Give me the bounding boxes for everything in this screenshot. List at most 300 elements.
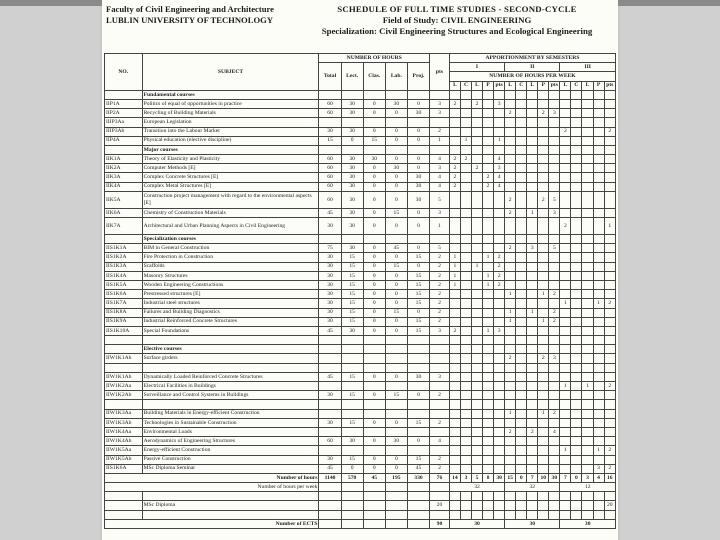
cell-s3	[593, 155, 604, 164]
col-header-hours-per-week: NUMBER OF HOURS PER WEEK	[449, 72, 615, 81]
cell-s3	[571, 446, 582, 455]
cell-s3	[560, 418, 571, 427]
cell-s2	[505, 391, 516, 400]
right-margin	[620, 6, 720, 540]
cell-s2	[505, 136, 516, 145]
cell-s2	[527, 118, 538, 127]
cell	[527, 345, 538, 354]
table-row	[105, 262, 616, 271]
cell-clas	[363, 382, 385, 391]
cell-s1: 2	[449, 164, 460, 173]
cell	[430, 336, 450, 345]
cell	[582, 400, 593, 409]
cell	[483, 145, 494, 154]
cell-s2	[527, 409, 538, 418]
cell	[341, 235, 363, 244]
cell-s1: 3	[494, 99, 505, 108]
total-clas: 45	[363, 473, 385, 482]
cell-s3	[604, 271, 615, 280]
cell-clas: 0	[363, 290, 385, 299]
cell-proj: 15	[407, 299, 429, 308]
table-row	[105, 382, 616, 391]
cell-s1: 2	[483, 182, 494, 191]
cell-total: 60	[319, 191, 341, 208]
row-subject: Surface girders	[142, 354, 319, 363]
cell	[604, 345, 615, 354]
hours-per-week-label: Number of hours per week	[105, 483, 319, 492]
row-code	[105, 400, 143, 409]
row-code: IIIP3Ab	[105, 127, 143, 136]
table-row	[105, 510, 616, 519]
table-row	[105, 145, 616, 154]
cell-s3	[604, 280, 615, 289]
cell	[363, 400, 385, 409]
row-subject: Aerodynamics of Engineering Structures	[142, 437, 319, 446]
cell-s1	[460, 299, 471, 308]
cell-pts: 4	[430, 155, 450, 164]
cell-s3	[582, 299, 593, 308]
table-row	[105, 427, 616, 436]
cell-s1	[449, 136, 460, 145]
cell-s1	[460, 308, 471, 317]
faculty-name: Faculty of Civil Engineering and Architecture	[106, 4, 274, 14]
cell-s2	[505, 127, 516, 136]
cell	[460, 90, 471, 99]
cell	[560, 400, 571, 409]
cell-lect: 0	[341, 136, 363, 145]
cell	[430, 345, 450, 354]
table-row	[105, 363, 616, 372]
cell-proj: 30	[407, 191, 429, 208]
cell-s2	[538, 437, 549, 446]
cell-lect: 15	[341, 391, 363, 400]
row-code: IIK7A	[105, 218, 143, 235]
cell-lect: 15	[341, 262, 363, 271]
row-subject: Industrial Reinforced Concrete Structures	[142, 317, 319, 326]
cell-s2	[538, 253, 549, 262]
cell-s1	[483, 299, 494, 308]
cell-s3	[571, 164, 582, 173]
row-subject: Surveillance and Control Systems in Buildings	[142, 391, 319, 400]
cell	[516, 235, 527, 244]
cell	[472, 363, 483, 372]
cell-s1	[449, 244, 460, 253]
cell	[449, 510, 460, 519]
cell-lab: 0	[385, 280, 407, 289]
cell-s2	[527, 437, 538, 446]
cell	[407, 400, 429, 409]
cell-s3	[571, 118, 582, 127]
cell-lect: 15	[341, 308, 363, 317]
cell-s1	[472, 118, 483, 127]
cell-s2: 2	[538, 191, 549, 208]
col-header-lect: Lect.	[341, 63, 363, 91]
cell-s1	[494, 218, 505, 235]
cell-pts: 1	[430, 136, 450, 145]
cell-lect	[341, 354, 363, 363]
cell	[460, 345, 471, 354]
cell-s1	[483, 409, 494, 418]
cell-s1	[472, 290, 483, 299]
cell-s3	[582, 317, 593, 326]
cell-s1: 1	[472, 262, 483, 271]
cell-s3	[604, 317, 615, 326]
cell-s2	[527, 326, 538, 335]
cell-s2	[527, 253, 538, 262]
row-code: IIK4A	[105, 182, 143, 191]
cell-total: 30	[319, 218, 341, 235]
cell	[363, 363, 385, 372]
cell	[604, 235, 615, 244]
row-code: IIS1K4A	[105, 271, 143, 280]
cell-pts: 3	[430, 164, 450, 173]
cell	[341, 400, 363, 409]
cell-s1	[483, 372, 494, 381]
cell	[472, 145, 483, 154]
cell-s2	[516, 418, 527, 427]
cell-s3	[604, 372, 615, 381]
cell-s2: 1	[505, 409, 516, 418]
cell-clas: 0	[363, 317, 385, 326]
col-header-semester-3: III	[560, 63, 616, 72]
cell-s2	[549, 280, 560, 289]
cell	[593, 492, 604, 501]
cell	[571, 492, 582, 501]
cell-s1: 3	[494, 326, 505, 335]
cell-proj: 30	[407, 109, 429, 118]
cell-s3	[604, 308, 615, 317]
cell-s1	[449, 218, 460, 235]
cell-s1	[483, 455, 494, 464]
cell-s3	[560, 244, 571, 253]
cell-s1: 1	[460, 136, 471, 145]
cell-s1: 1	[494, 136, 505, 145]
row-code	[105, 363, 143, 372]
cell-proj: 0	[407, 262, 429, 271]
cell-s1	[460, 418, 471, 427]
cell-s3	[571, 418, 582, 427]
cell-lect: 15	[341, 317, 363, 326]
subcol-header: L	[505, 81, 516, 90]
cell-s2	[549, 299, 560, 308]
cell-pts	[430, 354, 450, 363]
cell-total: 30	[319, 391, 341, 400]
cell-proj: 0	[407, 127, 429, 136]
cell-lab	[385, 118, 407, 127]
cell-s3	[582, 182, 593, 191]
cell-s1: 1	[449, 271, 460, 280]
cell-s2	[516, 382, 527, 391]
cell-s1	[449, 418, 460, 427]
cell-s2	[516, 99, 527, 108]
cell	[593, 400, 604, 409]
cell-s1	[483, 208, 494, 217]
cell-s1: 2	[472, 164, 483, 173]
cell-s2	[505, 173, 516, 182]
cell-s1	[494, 427, 505, 436]
cell-s1	[472, 437, 483, 446]
cell	[472, 336, 483, 345]
cell-lect: 15	[341, 299, 363, 308]
cell	[142, 492, 319, 501]
row-code: IIP1A	[105, 99, 143, 108]
cell-s2: 3	[549, 109, 560, 118]
cell-s2	[505, 155, 516, 164]
cell	[430, 492, 450, 501]
cell-pts	[430, 382, 450, 391]
table-row	[105, 136, 616, 145]
cell-s2	[538, 427, 549, 436]
cell	[560, 90, 571, 99]
cell-s1	[472, 418, 483, 427]
cell-lect: 15	[341, 253, 363, 262]
cell	[538, 510, 549, 519]
cell-s1	[460, 326, 471, 335]
cell-s3	[571, 391, 582, 400]
cell-s2: 1	[538, 317, 549, 326]
cell-s3	[593, 354, 604, 363]
table-row	[105, 118, 616, 127]
row-code: IIS1K6A	[105, 290, 143, 299]
row-code: IIP2A	[105, 109, 143, 118]
cell-s3	[604, 191, 615, 208]
cell-s2	[549, 218, 560, 235]
cell-s3	[571, 271, 582, 280]
cell-s2	[538, 182, 549, 191]
cell-lect: 15	[341, 372, 363, 381]
cell-s3	[582, 218, 593, 235]
cell-s2	[549, 182, 560, 191]
cell	[407, 345, 429, 354]
cell-s1: 2	[494, 262, 505, 271]
cell	[407, 235, 429, 244]
cell-total: 30	[319, 253, 341, 262]
cell-s2	[538, 372, 549, 381]
row-subject: Recycling of Building Materials	[142, 109, 319, 118]
cell-proj: 0	[407, 391, 429, 400]
cell-lect: 30	[341, 127, 363, 136]
cell-s1	[483, 354, 494, 363]
cell-s1	[483, 244, 494, 253]
cell-s3	[560, 317, 571, 326]
table-row	[105, 455, 616, 464]
cell-clas: 0	[363, 280, 385, 289]
cell-pts: 1	[430, 218, 450, 235]
cell	[560, 336, 571, 345]
total-s2: 0	[516, 473, 527, 482]
row-code: IIW1K4Aa	[105, 427, 143, 436]
row-code: IIW1K4Ab	[105, 437, 143, 446]
cell	[341, 363, 363, 372]
cell	[319, 492, 341, 501]
cell-s1	[494, 382, 505, 391]
cell-s3	[593, 253, 604, 262]
cell-s1	[494, 464, 505, 473]
cell-s1	[494, 118, 505, 127]
cell-s2	[516, 173, 527, 182]
cell-total: 75	[319, 244, 341, 253]
cell	[407, 483, 429, 492]
cell-s1	[449, 427, 460, 436]
cell	[582, 345, 593, 354]
subcol-header: C	[516, 81, 527, 90]
schedule-header	[298, 4, 616, 37]
cell-total: 60	[319, 164, 341, 173]
cell-s1	[483, 262, 494, 271]
cell-s3: 1	[582, 382, 593, 391]
cell	[341, 510, 363, 519]
row-code: IIIP3Aa	[105, 118, 143, 127]
cell-s2	[527, 455, 538, 464]
cell-s2	[538, 308, 549, 317]
cell	[494, 363, 505, 372]
cell	[363, 345, 385, 354]
cell-s3: 1	[560, 299, 571, 308]
cell-s3	[593, 164, 604, 173]
cell-s2	[516, 253, 527, 262]
cell-s3	[582, 271, 593, 280]
cell	[494, 145, 505, 154]
cell-pts: 3	[430, 208, 450, 217]
cell-s3	[571, 427, 582, 436]
table-row	[105, 173, 616, 182]
cell	[341, 492, 363, 501]
cell-s2	[538, 455, 549, 464]
cell-s1	[460, 317, 471, 326]
cell-s2	[505, 218, 516, 235]
cell	[593, 235, 604, 244]
cell-s1	[460, 191, 471, 208]
subcol-header: L	[449, 81, 460, 90]
cell	[407, 501, 429, 510]
cell	[460, 501, 471, 510]
cell	[430, 90, 450, 99]
cell-lab	[385, 382, 407, 391]
cell-total: 60	[319, 182, 341, 191]
cell	[319, 336, 341, 345]
cell-proj: 0	[407, 437, 429, 446]
diploma-label: MSc Diploma	[142, 501, 319, 510]
cell-s3: 1	[560, 382, 571, 391]
cell-s1: 2	[472, 99, 483, 108]
cell	[483, 336, 494, 345]
section-heading: Elective courses	[142, 345, 319, 354]
cell	[460, 492, 471, 501]
cell-s2: 2	[549, 308, 560, 317]
cell	[483, 510, 494, 519]
cell-s2	[549, 418, 560, 427]
row-code	[105, 145, 143, 154]
total-s2: 10	[538, 473, 549, 482]
cell-s1: 1	[483, 326, 494, 335]
cell-s2	[505, 164, 516, 173]
cell-s1	[460, 262, 471, 271]
cell-lab: 0	[385, 253, 407, 262]
cell-s2: 2	[505, 427, 516, 436]
row-code	[105, 90, 143, 99]
col-header-lab: Lab.	[385, 63, 407, 91]
row-subject: Environmental Loads	[142, 427, 319, 436]
cell	[527, 363, 538, 372]
cell-s3	[604, 418, 615, 427]
cell-lect: 30	[341, 109, 363, 118]
cell-clas: 0	[363, 271, 385, 280]
cell-total: 30	[319, 127, 341, 136]
cell-s3	[571, 290, 582, 299]
cell-s1	[449, 382, 460, 391]
row-code	[105, 336, 143, 345]
total-lab: 195	[385, 473, 407, 482]
cell-s2	[527, 182, 538, 191]
cell-s1	[494, 446, 505, 455]
cell-s1	[449, 208, 460, 217]
cell-s1	[449, 308, 460, 317]
cell-pts	[430, 118, 450, 127]
table-row	[105, 182, 616, 191]
cell-s3	[560, 155, 571, 164]
cell	[527, 90, 538, 99]
cell-clas	[363, 446, 385, 455]
cell-s2	[538, 391, 549, 400]
diploma-pts: 20	[430, 501, 450, 510]
cell	[319, 345, 341, 354]
cell-lect: 15	[341, 418, 363, 427]
row-code: IIW1K3Ab	[105, 418, 143, 427]
row-subject: Wooden Engineering Constructions	[142, 280, 319, 289]
row-subject: Complex Metal Structures [E]	[142, 182, 319, 191]
cell-s1	[460, 427, 471, 436]
cell-clas: 0	[363, 299, 385, 308]
cell-s1	[494, 391, 505, 400]
cell-s1	[483, 437, 494, 446]
cell	[527, 501, 538, 510]
cell-s3	[593, 317, 604, 326]
ects-row	[105, 519, 616, 528]
cell-s3	[560, 354, 571, 363]
cell-s2: 1	[505, 308, 516, 317]
cell	[142, 510, 319, 519]
cell-s3	[560, 136, 571, 145]
cell-s3	[560, 427, 571, 436]
cell	[582, 363, 593, 372]
cell-s2	[549, 253, 560, 262]
cell-s2	[538, 208, 549, 217]
cell	[505, 345, 516, 354]
cell-s2	[527, 418, 538, 427]
total-lect: 570	[341, 473, 363, 482]
cell	[516, 492, 527, 501]
cell-proj: 0	[407, 164, 429, 173]
table-row	[105, 308, 616, 317]
cell-s2	[527, 280, 538, 289]
cell-total: 60	[319, 173, 341, 182]
cell-s2	[516, 427, 527, 436]
cell-s3	[604, 173, 615, 182]
ects-pts: 90	[430, 519, 450, 528]
cell-s2	[527, 218, 538, 235]
document-page	[102, 0, 618, 540]
row-code: IIW1K2Aa	[105, 382, 143, 391]
cell-lect: 15	[341, 455, 363, 464]
cell-s2	[549, 99, 560, 108]
cell	[363, 501, 385, 510]
cell-s3	[571, 208, 582, 217]
cell-s3	[571, 191, 582, 208]
cell-s3	[604, 155, 615, 164]
cell-s3	[582, 173, 593, 182]
row-subject: Special Foundations	[142, 326, 319, 335]
cell	[494, 510, 505, 519]
